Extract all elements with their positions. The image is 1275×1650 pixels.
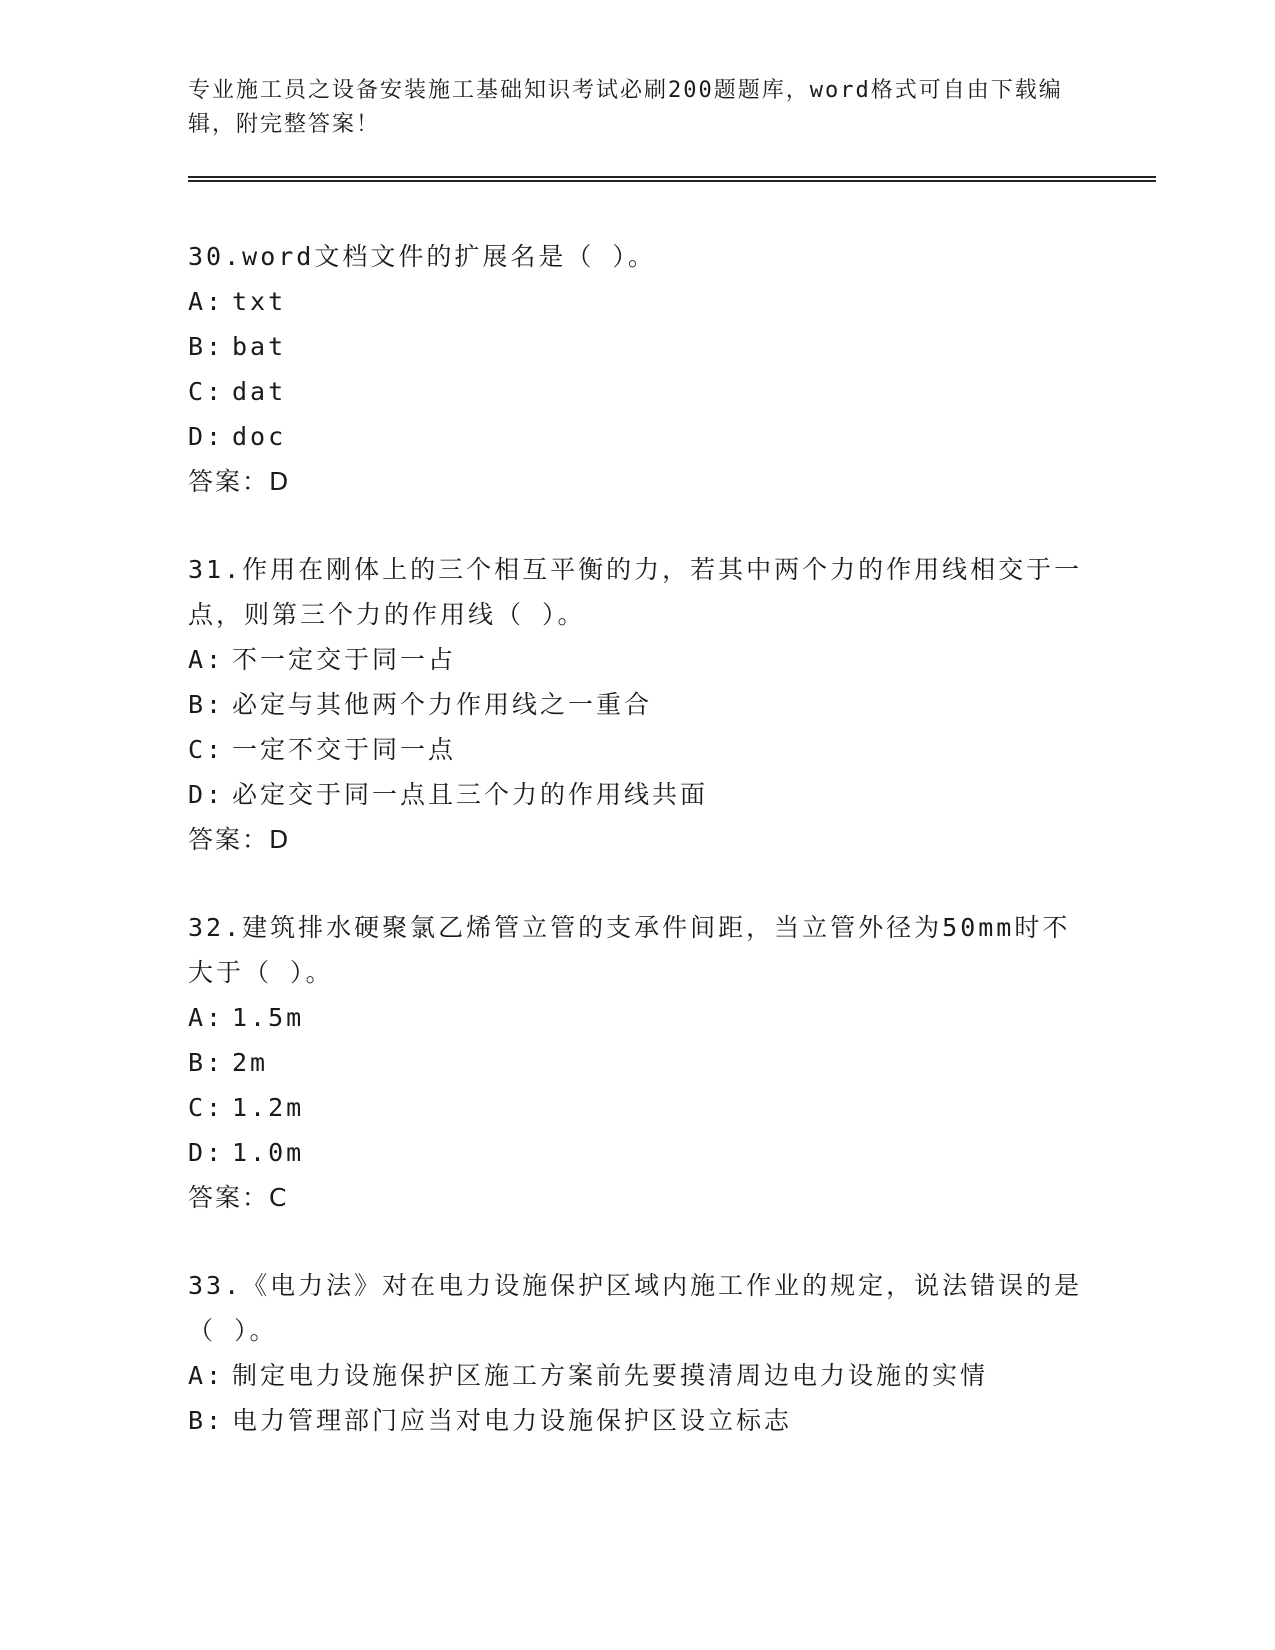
option-text: 必定与其他两个力作用线之一重合 xyxy=(232,690,653,719)
option-text: bat xyxy=(232,332,287,361)
question-30 xyxy=(188,234,1088,504)
question-stem: 33.《电力法》对在电力设施保护区域内施工作业的规定，说法错误的是（ ）。 xyxy=(188,1271,1083,1345)
option-letter: A: xyxy=(188,1361,225,1390)
question-stem: 31.作用在刚体上的三个相互平衡的力，若其中两个力的作用线相交于一点，则第三个力的作用线（ ）。 xyxy=(188,555,1083,629)
option-letter: B: xyxy=(188,332,225,361)
question-stem: 30.word文档文件的扩展名是（ ）。 xyxy=(188,242,656,271)
option-b xyxy=(188,1398,1088,1443)
option-b xyxy=(188,682,1088,727)
document-header: 专业施工员之设备安装施工基础知识考试必刷200题题库，word格式可自由下载编辑，附完整答案！ xyxy=(188,78,1063,137)
option-c xyxy=(188,369,1088,414)
option-letter: B: xyxy=(188,1048,225,1077)
question-33 xyxy=(188,1263,1088,1443)
option-a xyxy=(188,995,1088,1040)
option-text: 电力管理部门应当对电力设施保护区设立标志 xyxy=(232,1406,793,1435)
option-text: 1.0m xyxy=(232,1138,305,1167)
question-stem: 32.建筑排水硬聚氯乙烯管立管的支承件间距，当立管外径为50mm时不大于（ ）。 xyxy=(188,913,1071,987)
option-letter: B: xyxy=(188,1406,225,1435)
question-list xyxy=(188,234,1088,1486)
option-letter: A: xyxy=(188,645,225,674)
question-31 xyxy=(188,547,1088,862)
option-a xyxy=(188,637,1088,682)
option-d xyxy=(188,1130,1088,1175)
option-d xyxy=(188,414,1088,459)
answer-line: 答案：D xyxy=(188,467,291,496)
answer-line: 答案：D xyxy=(188,825,291,854)
option-letter: D: xyxy=(188,422,225,451)
option-text: doc xyxy=(232,422,287,451)
option-letter: B: xyxy=(188,690,225,719)
option-letter: D: xyxy=(188,780,225,809)
option-letter: C: xyxy=(188,377,225,406)
option-text: 一定不交于同一点 xyxy=(232,735,457,764)
option-b xyxy=(188,1040,1088,1085)
option-letter: C: xyxy=(188,1093,225,1122)
question-32 xyxy=(188,905,1088,1220)
option-text: txt xyxy=(232,287,287,316)
option-text: 不一定交于同一占 xyxy=(232,645,457,674)
option-text: 必定交于同一点且三个力的作用线共面 xyxy=(232,780,709,809)
header-divider xyxy=(188,176,1156,182)
option-a xyxy=(188,279,1088,324)
answer-line: 答案：C xyxy=(188,1183,289,1212)
option-letter: C: xyxy=(188,735,225,764)
option-b xyxy=(188,324,1088,369)
option-text: 1.5m xyxy=(232,1003,305,1032)
option-c xyxy=(188,727,1088,772)
option-letter: A: xyxy=(188,1003,225,1032)
option-letter: D: xyxy=(188,1138,225,1167)
option-letter: A: xyxy=(188,287,225,316)
option-text: dat xyxy=(232,377,287,406)
option-text: 2m xyxy=(232,1048,269,1077)
option-a xyxy=(188,1353,1088,1398)
option-c xyxy=(188,1085,1088,1130)
option-text: 1.2m xyxy=(232,1093,305,1122)
option-d xyxy=(188,772,1088,817)
option-text: 制定电力设施保护区施工方案前先要摸清周边电力设施的实情 xyxy=(232,1361,989,1390)
